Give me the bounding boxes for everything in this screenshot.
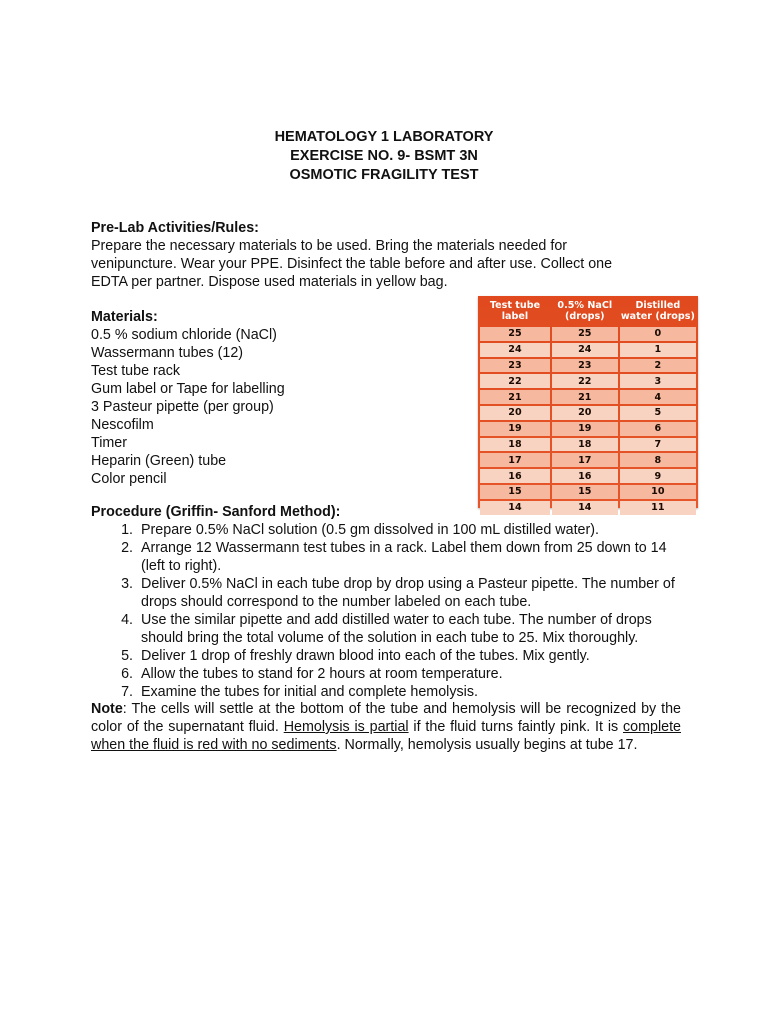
table-row	[480, 390, 696, 404]
table-header-water: Distilled water (drops)	[620, 300, 695, 322]
table-cell: 3	[620, 374, 696, 388]
table-row	[480, 485, 696, 499]
table-cell: 1	[620, 343, 696, 357]
table-body	[480, 327, 696, 515]
note-partial-hemolysis: Hemolysis is partial	[283, 719, 409, 735]
title-line-3: OSMOTIC FRAGILITY TEST	[289, 167, 479, 183]
procedure-step: 7. Examine the tubes for initial and complete hemolysis.	[137, 683, 681, 701]
table-cell: 16	[552, 469, 618, 483]
material-item: Timer	[91, 435, 128, 451]
table-cell: 21	[552, 390, 618, 404]
table-cell: 22	[480, 374, 550, 388]
table-cell: 19	[552, 422, 618, 436]
table-cell: 23	[552, 359, 618, 373]
material-item: Heparin (Green) tube	[91, 453, 227, 469]
table-cell: 25	[480, 327, 550, 341]
note-complete-hemolysis: complete when the fluid is red with no sediments	[91, 719, 682, 753]
prelab-heading: Pre-Lab Activities/Rules:	[91, 220, 259, 236]
material-item: 3 Pasteur pipette (per group)	[91, 399, 274, 415]
table-cell: 24	[480, 343, 550, 357]
table-cell: 19	[480, 422, 550, 436]
table-cell: 10	[620, 485, 696, 499]
material-item: Test tube rack	[91, 363, 180, 379]
note-label: Note	[91, 701, 123, 717]
material-item: Gum label or Tape for labelling	[91, 381, 285, 397]
table-cell: 11	[620, 501, 696, 515]
note-paragraph	[91, 700, 681, 754]
procedure-step: 2. Arrange 12 Wassermann test tubes in a rack. Label them down from 25 down to 14 (left to right).	[137, 539, 681, 575]
note-text-2: if the fluid turns faintly pink. It is	[408, 719, 623, 735]
material-item: 0.5 % sodium chloride (NaCl)	[91, 327, 277, 343]
table-row	[480, 422, 696, 436]
table-cell: 0	[620, 327, 696, 341]
table-cell: 17	[552, 453, 618, 467]
procedure-heading: Procedure (Griffin- Sanford Method):	[91, 504, 341, 520]
table-cell: 20	[480, 406, 550, 420]
material-item: Nescofilm	[91, 417, 154, 433]
material-item: Color pencil	[91, 471, 167, 487]
table-row	[480, 359, 696, 373]
table-row	[480, 438, 696, 452]
table-row	[480, 453, 696, 467]
table-cell: 18	[480, 438, 550, 452]
table-header-nacl: 0.5% NaCl (drops)	[557, 300, 613, 322]
drops-table	[478, 296, 698, 514]
table-cell: 2	[620, 359, 696, 373]
table-cell: 24	[552, 343, 618, 357]
title-line-1: HEMATOLOGY 1 LABORATORY	[274, 129, 494, 145]
table-header-tube-label: Test tube label	[489, 300, 541, 322]
table-cell: 14	[480, 501, 550, 515]
table-cell: 9	[620, 469, 696, 483]
material-item: Wassermann tubes (12)	[91, 345, 244, 361]
table-cell: 21	[480, 390, 550, 404]
table-cell: 16	[480, 469, 550, 483]
table-row	[480, 327, 696, 341]
procedure-steps	[91, 521, 681, 701]
table-cell: 18	[552, 438, 618, 452]
prelab-section	[91, 219, 681, 291]
table-cell: 7	[620, 438, 696, 452]
table-row	[480, 374, 696, 388]
table-cell: 5	[620, 406, 696, 420]
title-line-2: EXERCISE NO. 9- BSMT 3N	[290, 148, 478, 164]
procedure-section	[91, 503, 681, 701]
table-cell: 20	[552, 406, 618, 420]
table-cell: 15	[480, 485, 550, 499]
table-row	[480, 406, 696, 420]
table-cell: 17	[480, 453, 550, 467]
table-cell: 22	[552, 374, 618, 388]
procedure-step: 3. Deliver 0.5% NaCl in each tube drop by drop using a Pasteur pipette. The number of drops should correspond to the number labeled on each tube.	[137, 575, 681, 611]
procedure-step: 5. Deliver 1 drop of freshly drawn blood into each of the tubes. Mix gently.	[137, 647, 681, 665]
document-title	[0, 128, 768, 185]
table-cell: 25	[552, 327, 618, 341]
table-cell: 4	[620, 390, 696, 404]
table-cell: 8	[620, 453, 696, 467]
table-row	[480, 469, 696, 483]
note-text-3: . Normally, hemolysis usually begins at tube 17.	[336, 737, 638, 753]
procedure-step: 6. Allow the tubes to stand for 2 hours at room temperature.	[137, 665, 681, 683]
materials-heading: Materials:	[91, 309, 158, 325]
table-cell: 15	[552, 485, 618, 499]
note-text-1: : The cells will settle at the bottom of the tube and hemolysis will be recognized by the color of the supernatant fluid.	[91, 701, 681, 735]
prelab-text: Prepare the necessary materials to be used. Bring the materials needed for venipuncture. Wear your PPE. Disinfect the table before and after use. Collect one EDTA per partner. Dispose used materials in yellow bag.	[91, 238, 613, 290]
procedure-step: 1. Prepare 0.5% NaCl solution (0.5 gm dissolved in 100 mL distilled water).	[137, 521, 681, 539]
table-cell: 23	[480, 359, 550, 373]
table-cell: 14	[552, 501, 618, 515]
procedure-step: 4. Use the similar pipette and add distilled water to each tube. The number of drops should bring the total volume of the solution in each tube to 25. Mix thoroughly.	[137, 611, 681, 647]
table-row	[480, 343, 696, 357]
drops-table-grid	[478, 296, 698, 517]
table-cell: 6	[620, 422, 696, 436]
